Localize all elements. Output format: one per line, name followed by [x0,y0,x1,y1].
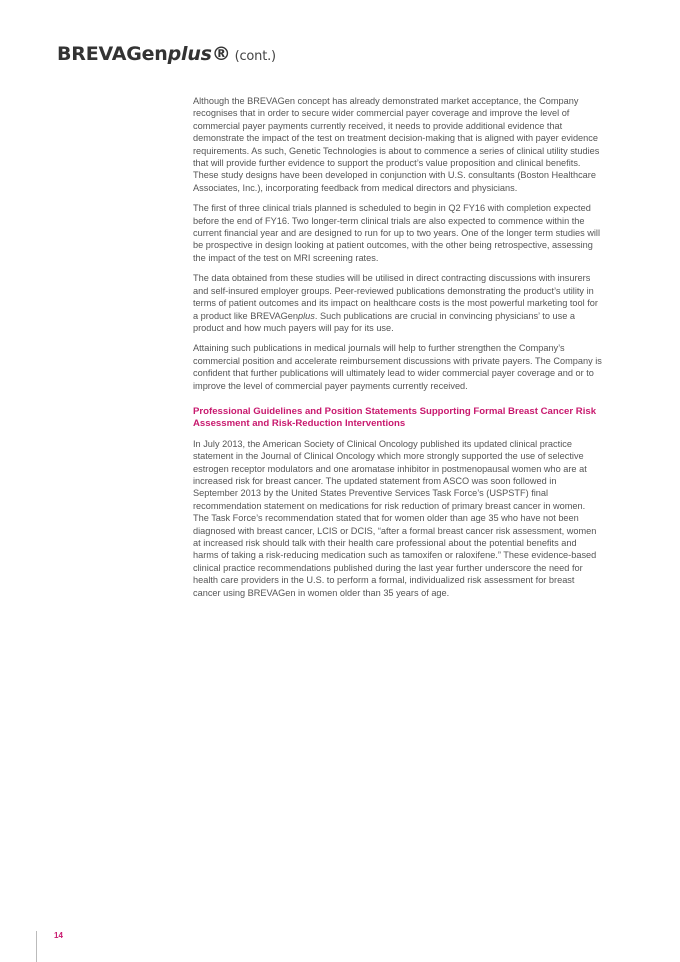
page-heading [57,43,276,65]
product-name-italic: plus [298,310,315,321]
paragraph-clinical-trials: The first of three clinical trials planned is scheduled to begin in Q2 FY16 with completion expected before the end of FY16. Two longer-term clinical trials are also expected to commence within the current financial year and are designed to run for up to two years. One of the longer term studies will be prospective in design looking at patient outcomes, with the other being retrospective, assessing the impact of the test on MRI screening rates. [193,203,601,263]
registered-mark: ® [211,43,231,65]
paragraph-market-acceptance: Although the BREVAGen concept has already demonstrated market acceptance, the Company recognises that in order to secure wider commercial payer coverage and improve the level of commercial payer payments currently received, it needs to provide additional evidence that demonstrate the impact of the test on treatment decision-making that is aligned with payer evidence requirements. As such, Genetic Technologies is about to commence a series of clinical utility studies that will provide further evidence to support the product’s value proposition and clinical benefits. These study designs have been developed in conjunction with U.S. consultants (Boston Healthcare Associates, Inc.), incorporating feedback from medical directors and physicians. [193,96,600,193]
brand-name: BREVAGen [57,43,168,65]
paragraph-publications: Attaining such publications in medical journals will help to further strengthen the Company’s commercial position and accelerate reimbursement discussions with private payers. The Company is confident that further publications will ultimately lead to wider commercial payer coverage and or to improve the level of commercial payer payments currently received. [193,343,602,391]
page-number: 14 [54,931,63,940]
paragraph-text-part: . Such publications are crucial in convincing physicians’ to use a product and how much payers will pay for its use. [193,310,576,333]
footer-divider [36,931,37,962]
section-subheading: Professional Guidelines and Position Statements Supporting Formal Breast Cancer Risk Assessment and Risk-Reduction Interventions [193,405,597,430]
continued-label: (cont.) [234,49,276,64]
body-text-column [193,95,603,607]
brand-name-italic: plus [167,43,212,65]
paragraph-contracting-discussions [193,272,603,334]
paragraph-text-part: The data obtained from these studies will be utilised in direct contracting discussions with insurers and self-insured employer groups. Peer-reviewed publications demonstrating the product’s utility in terms of patient outcomes and its impact on healthcare costs is the most powerful marketing tool for a product like BREVAGen [193,273,598,321]
paragraph-guidelines: In July 2013, the American Society of Clinical Oncology published its updated clinical practice statement in the Journal of Clinical Oncology which more strongly supported the use of selective estrogen receptor modulators and one aromatase inhibitor in postmenopausal women who are at increased risk for breast cancer. The updated statement from ASCO was soon followed in September 2013 by the United States Preventive Services Task Force’s (USPSTF) final recommendation statement on medications for risk reduction of primary breast cancer in women. The Task Force’s recommendation stated that for women older than age 35 who have not been diagnosed with breast cancer, LCIS or DCIS, “after a formal breast cancer risk assessment, women at increased risk should talk with their health care professional about the potential benefits and harms of taking a risk-reducing medication such as tamoxifen or raloxifene.” These evidence-based clinical practice recommendations published during the last year further underscore the need for health care providers in the U.S. to perform a formal, individualized risk assessment for breast cancer using BREVAGen in women older than 35 years of age. [193,438,597,598]
